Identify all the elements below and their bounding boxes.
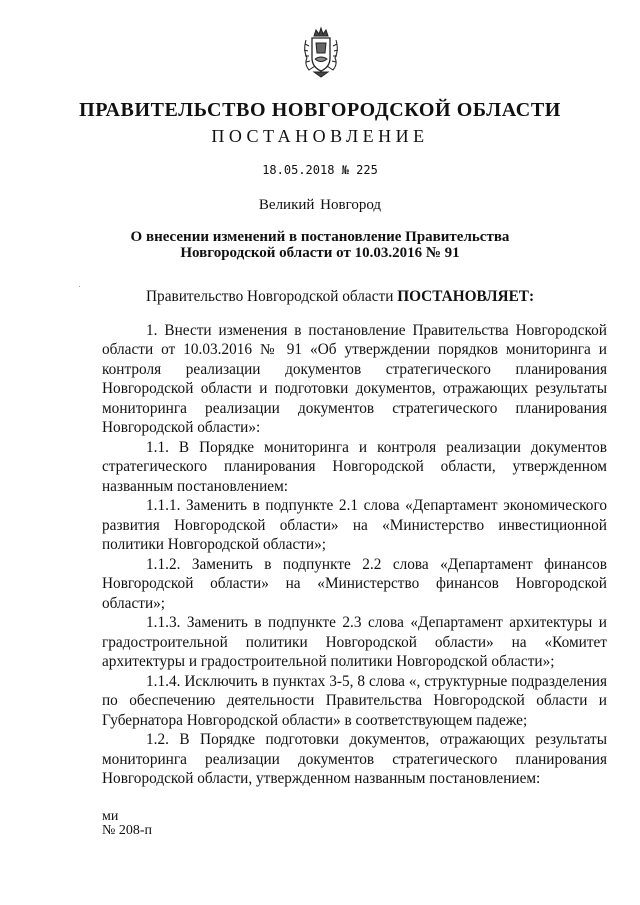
document-body — [102, 287, 607, 789]
paragraph-1-1-1: 1.1.1. Заменить в подпункте 2.1 слова «Департамент экономического развития Новгородской области» на «Министерство инвестиционной политики Новгородской области»; — [102, 497, 607, 553]
subject-line-2: Новгородской области от 10.03.2016 № 91 — [180, 245, 460, 261]
subject-line-1: О внесении изменений в постановление Правительства — [130, 229, 510, 245]
document-date-number: 18.05.2018 № 225 — [262, 163, 378, 177]
paragraph-1-1-4: 1.1.4. Исключить в пунктах 3-5, 8 слова «, структурные подразделения по обеспечению деятельности Правительства Новгородской области и Губернатора Новгородской области» в соответствующем падеже; — [102, 672, 607, 729]
margin-dot — [79, 286, 80, 287]
document-subject — [0, 229, 640, 261]
footer-initials: ми — [102, 809, 119, 824]
paragraph-1-1: 1.1. В Порядке мониторинга и контроля реализации документов стратегического планирования Новгородской области, утвержденном названным постановлением: — [102, 438, 607, 495]
coat-of-arms-icon — [301, 26, 341, 78]
intro-resolves: ПОСТАНОВЛЯЕТ: — [397, 288, 535, 305]
paragraph-1-1-2: 1.1.2. Заменить в подпункте 2.2 слова «Департамент финансов Новгородской области» на «Министерство финансов Новгородской области»; — [102, 555, 607, 612]
intro-text: Правительство Новгородской области — [146, 288, 398, 305]
paragraph-1-2: 1.2. В Порядке подготовки документов, отражающих результаты мониторинга реализации документов стратегического планирования Новгородской области, утвержденном названным постановлением: — [102, 731, 607, 787]
paragraph-1: 1. Внести изменения в постановление Правительства Новгородской области от 10.03.2016 № 91 «Об утверждении порядков мониторинга и контроля реализации документов стратегического планирования Новгородской области и подготовки документов, отражающих результаты мониторинга реализации документов стратегического планирования Новгородской области»: — [102, 321, 607, 436]
document-place: Великий Новгород — [258, 197, 382, 213]
footer-document-code: № 208-п — [102, 823, 153, 838]
intro-paragraph — [102, 287, 607, 307]
document-type: ПОСТАНОВЛЕНИЕ — [211, 126, 429, 146]
footer — [102, 810, 152, 838]
organization-title: ПРАВИТЕЛЬСТВО НОВГОРОДСКОЙ ОБЛАСТИ — [79, 99, 561, 121]
paragraph-1-1-3: 1.1.3. Заменить в подпункте 2.3 слова «Департамент архитектуры и градостроительной политики Новгородской области» на «Комитет архитектуры и градостроительной политики Новгородской области»; — [102, 614, 607, 670]
